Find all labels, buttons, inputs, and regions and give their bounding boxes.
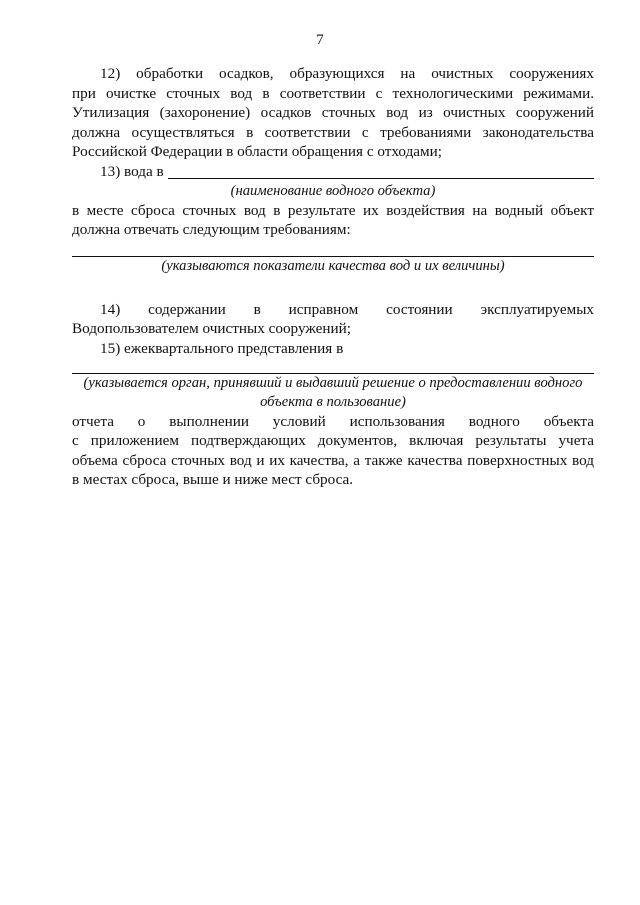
document-body: [72, 64, 594, 490]
item-13-text: в месте сброса сточных вод в результате их воздействия на водный объект должна отвечать следующим требованиям:: [72, 201, 594, 239]
water-body-caption: (наименование водного объекта): [230, 182, 436, 199]
item-13-label: 13) вода в: [100, 162, 164, 180]
item-15-first-line: отчета о выполнении условий использования водного объекта: [72, 412, 594, 430]
item-12-text: при очистке сточных вод в соответствии с технологическими режимами. Утилизация (захоронение) осадков сточных вод из очистных сооружений должна осуществляться в соответствии с требованиями законодательства Российской Федерации в области обращения с отходами;: [72, 84, 594, 161]
item-14-second-line: Водопользователем очистных сооружений;: [72, 320, 351, 338]
item-13-fill-line: [72, 162, 594, 182]
page-number: 7: [316, 32, 324, 48]
item-15-label: 15) ежеквартального представления в: [100, 339, 344, 357]
quality-indicators-caption: (указываются показатели качества вод и их величины): [161, 257, 505, 274]
quality-indicators-blank-line: [72, 244, 594, 257]
water-body-blank-line: [168, 164, 594, 179]
item-12-first-line: 12) обработки осадков, образующихся на очистных сооружениях: [100, 65, 594, 82]
authority-blank-line: [72, 361, 594, 374]
item-14-first-line: 14) содержании в исправном состоянии эксплуатируемых: [100, 300, 594, 318]
item-15-text: с приложением подтверждающих документов, включая результаты учета объема сброса сточных вод и их качества, а также качества поверхностных вод в местах сброса, выше и ниже мест сброса.: [72, 432, 594, 489]
authority-caption: (указывается орган, принявший и выдавший решение о предоставлении водного объекта в пользование): [83, 374, 583, 410]
